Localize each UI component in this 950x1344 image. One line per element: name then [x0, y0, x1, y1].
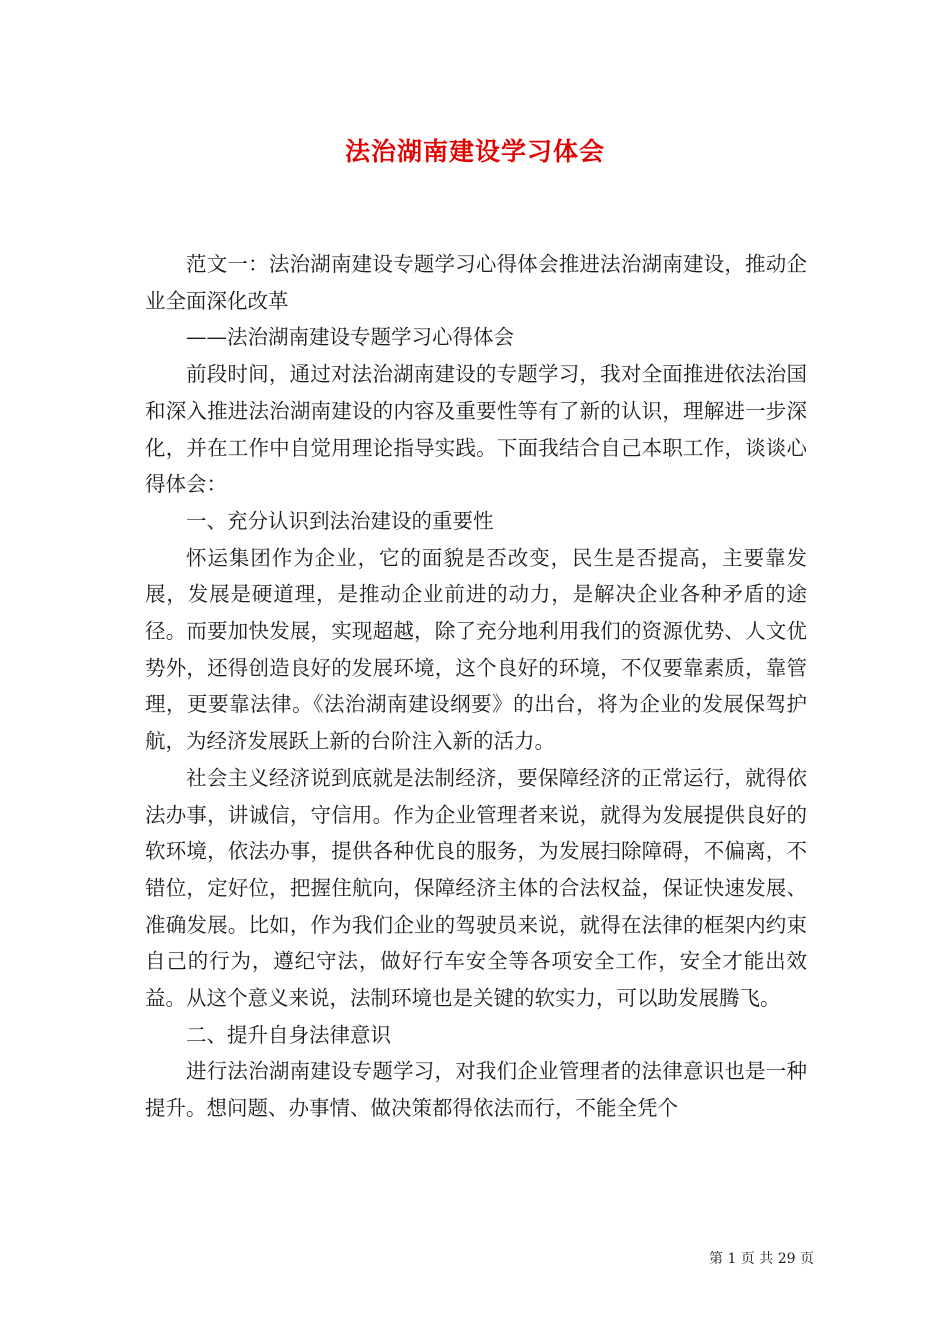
page-number: 第 1 页 共 29 页 [709, 1251, 814, 1267]
paragraph: 进行法治湖南建设专题学习，对我们企业管理者的法律意识也是一种提升。想问题、办事情、做决策都得依法而行，不能全凭个 [145, 1059, 807, 1121]
paragraph: 怀运集团作为企业，它的面貌是否改变，民生是否提高，主要靠发展，发展是硬道理，是推动企业前进的动力，是解决企业各种矛盾的途径。而要加快发展，实现超越，除了充分地利用我们的资源优势、人文优势外，还得创造良好的发展环境，这个良好的环境，不仅要靠素质，靠管理，更要靠法律。《法治湖南建设纲要》的出台，将为企业的发展保驾护航，为经济发展跃上新的台阶注入新的活力。 [145, 545, 807, 754]
paragraph: ——法治湖南建设专题学习心得体会 [186, 325, 514, 350]
section-heading: 一、充分认识到法治建设的重要性 [186, 508, 494, 533]
section-heading: 二、提升自身法律意识 [186, 1022, 391, 1047]
document-body [145, 246, 807, 1127]
paragraph: 范文一：法治湖南建设专题学习心得体会推进法治湖南建设，推动企业全面深化改革 [145, 252, 807, 313]
paragraph: 社会主义经济说到底就是法制经济，要保障经济的正常运行，就得依法办事，讲诚信，守信用。作为企业管理者来说，就得为发展提供良好的软环境，依法办事，提供各种优良的服务，为发展扫除障碍，不偏离，不错位，定好位，把握住航向，保障经济主体的合法权益，保证快速发展、准确发展。比如，作为我们企业的驾驶员来说，就得在法律的框架内约束自己的行为，遵纪守法，做好行车安全等各项安全工作，安全才能出效益。从这个意义来说，法制环境也是关键的软实力，可以助发展腾飞。 [145, 765, 807, 1011]
paragraph: 前段时间，通过对法治湖南建设的专题学习，我对全面推进依法治国和深入推进法治湖南建设的内容及重要性等有了新的认识，理解进一步深化，并在工作中自觉用理论指导实践。下面我结合自己本职工作，谈谈心得体会： [145, 362, 807, 497]
document-title: 法治湖南建设学习体会 [344, 137, 605, 166]
